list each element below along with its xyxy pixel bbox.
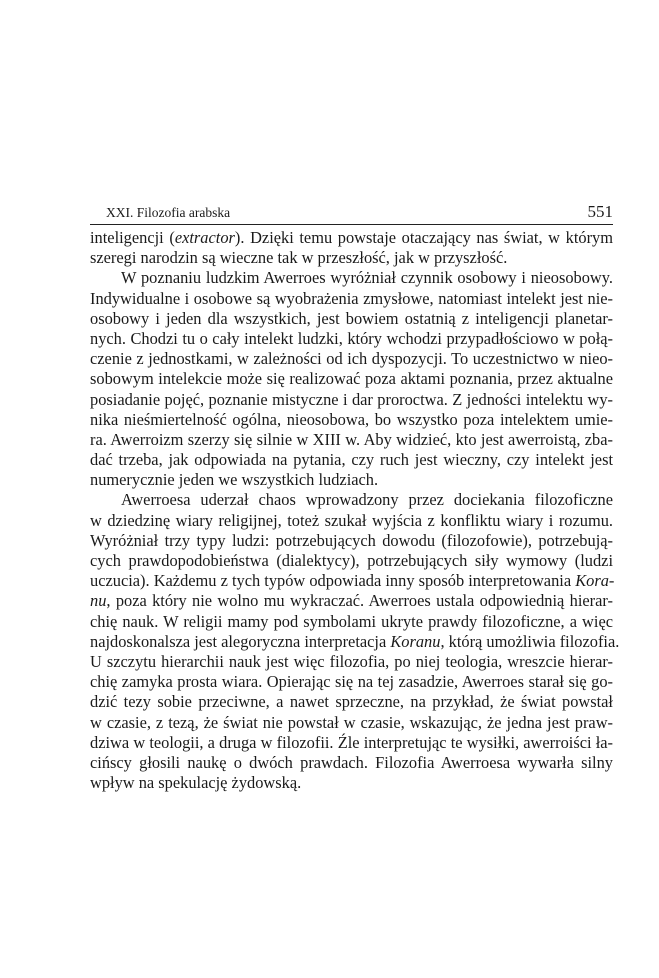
text-line xyxy=(90,369,613,389)
header-rule xyxy=(90,224,613,225)
text-line xyxy=(90,309,613,329)
text-line xyxy=(90,490,613,510)
text-line xyxy=(90,410,613,430)
text-segment: posiadanie pojęć, poznanie mistyczne i dar proroctwa. Z jedności intelektu wy- xyxy=(90,389,613,409)
text-segment: Wyróżniał trzy typy ludzi: potrzebujących dowodu (filozofowie), potrzebują- xyxy=(90,530,613,550)
italic-text: Kora- xyxy=(575,571,615,591)
text-segment: , poza który nie wolno mu wykraczać. Awerroes ustala odpowiednią hierar- xyxy=(106,591,613,611)
text-segment: sobowym intelekcie może się realizować poza aktami poznania, przez aktualne xyxy=(90,369,613,389)
text-line xyxy=(90,329,613,349)
text-line xyxy=(90,652,613,672)
text-segment: w dziedzinę wiary religijnej, toteż szukał wyjścia z konfliktu wiary i rozumu. xyxy=(90,510,613,530)
text-segment: czenie z jednostkami, w zależności od ich dyspozycji. To uczestnictwo w nieo- xyxy=(90,349,613,369)
text-line xyxy=(90,248,613,268)
text-segment: inteligencji ( xyxy=(90,228,175,247)
text-segment: chię nauk. W religii mamy pod symbolami ukryte prawdy filozoficzne, a więc xyxy=(90,611,613,631)
chapter-title: XXI. Filozofia arabska xyxy=(106,205,231,220)
text-line xyxy=(90,430,613,450)
text-segment: numerycznie jeden we wszystkich ludziach. xyxy=(90,470,379,490)
text-segment: osobowy i jeden dla wszystkich, jest bowiem ostatnią z inteligencji planetar- xyxy=(90,308,613,328)
text-line xyxy=(90,773,613,793)
text-segment: najdoskonalsza jest alegoryczna interpretacja xyxy=(90,631,391,651)
text-segment: cińscy głosili naukę o dwóch prawdach. Filozofia Awerroesa wywarła silny xyxy=(90,752,613,772)
text-line xyxy=(90,349,613,369)
text-line xyxy=(90,612,613,632)
text-segment: szeregi narodzin są wieczne tak w przeszłość, jak w przyszłość. xyxy=(90,248,508,268)
text-line xyxy=(90,450,613,470)
text-segment: dać trzeba, jak odpowiada na pytania, czy ruch jest wieczny, czy intelekt jest xyxy=(90,450,613,470)
text-line xyxy=(90,631,620,652)
text-line xyxy=(90,591,613,611)
text-line xyxy=(90,733,613,753)
text-line xyxy=(90,692,613,712)
text-line xyxy=(90,511,613,531)
text-segment: dziwa w teologii, a druga w filozofii. Źle interpretując te wysiłki, awerroiści ła- xyxy=(90,732,613,752)
text-segment: dzić tezy sobie przeciwne, a nawet sprzeczne, na przykład, że świat powstał xyxy=(90,692,613,712)
text-line xyxy=(90,228,613,248)
text-line xyxy=(90,672,613,692)
text-line xyxy=(90,551,613,571)
text-segment: wpływ na spekulację żydowską. xyxy=(90,773,302,793)
italic-text: extractor xyxy=(174,228,235,247)
running-header xyxy=(106,203,613,223)
text-segment: W poznaniu ludzkim Awerroes wyróżniał czynnik osobowy i nieosobowy. xyxy=(121,268,613,288)
body-text xyxy=(90,228,620,793)
text-line xyxy=(90,289,613,309)
text-line xyxy=(90,571,613,591)
italic-text: nu xyxy=(90,591,107,611)
text-segment: ). Dzięki temu powstaje otaczający nas świat, w którym xyxy=(234,228,613,247)
text-segment: cych prawdopodobieństwa (dialektycy), potrzebujących siły wymowy (ludzi xyxy=(90,551,613,570)
text-line xyxy=(90,713,613,733)
text-segment: chię zamyka prosta wiara. Opierając się na tej zasadzie, Awerroes starał się go- xyxy=(90,672,613,692)
page-number: 551 xyxy=(587,202,613,221)
italic-text: Koranu xyxy=(390,631,441,651)
text-segment: Awerroesa uderzał chaos wprowadzony przez dociekania filozoficzne xyxy=(121,490,613,510)
text-segment: , którą umożliwia filozofia. xyxy=(440,631,620,651)
text-segment: Indywidualne i osobowe są wyobrażenia zmysłowe, natomiast intelekt jest nie- xyxy=(90,288,613,308)
text-segment: nika nieśmiertelność ogólna, nieosobowa, bo wszystko poza intelektem umie- xyxy=(90,409,613,429)
text-segment: ra. Awerroizm szerzy się silnie w XIII w. Aby widzieć, kto jest awerroistą, zba- xyxy=(90,429,613,449)
text-segment: nych. Chodzi tu o cały intelekt ludzki, który wchodzi przypadłościowo w połą- xyxy=(90,328,613,348)
text-line xyxy=(90,531,613,551)
text-line xyxy=(90,390,613,410)
text-segment: U szczytu hierarchii nauk jest więc filozofia, po niej teologia, wreszcie hierar- xyxy=(90,651,613,671)
text-segment: w czasie, z tezą, że świat nie powstał w czasie, wskazując, że jedna jest praw- xyxy=(90,712,613,732)
text-line xyxy=(90,268,613,288)
text-segment: uczucia). Każdemu z tych typów odpowiada inny sposób interpretowania xyxy=(90,571,576,591)
text-line xyxy=(90,470,613,490)
text-line xyxy=(90,753,613,773)
